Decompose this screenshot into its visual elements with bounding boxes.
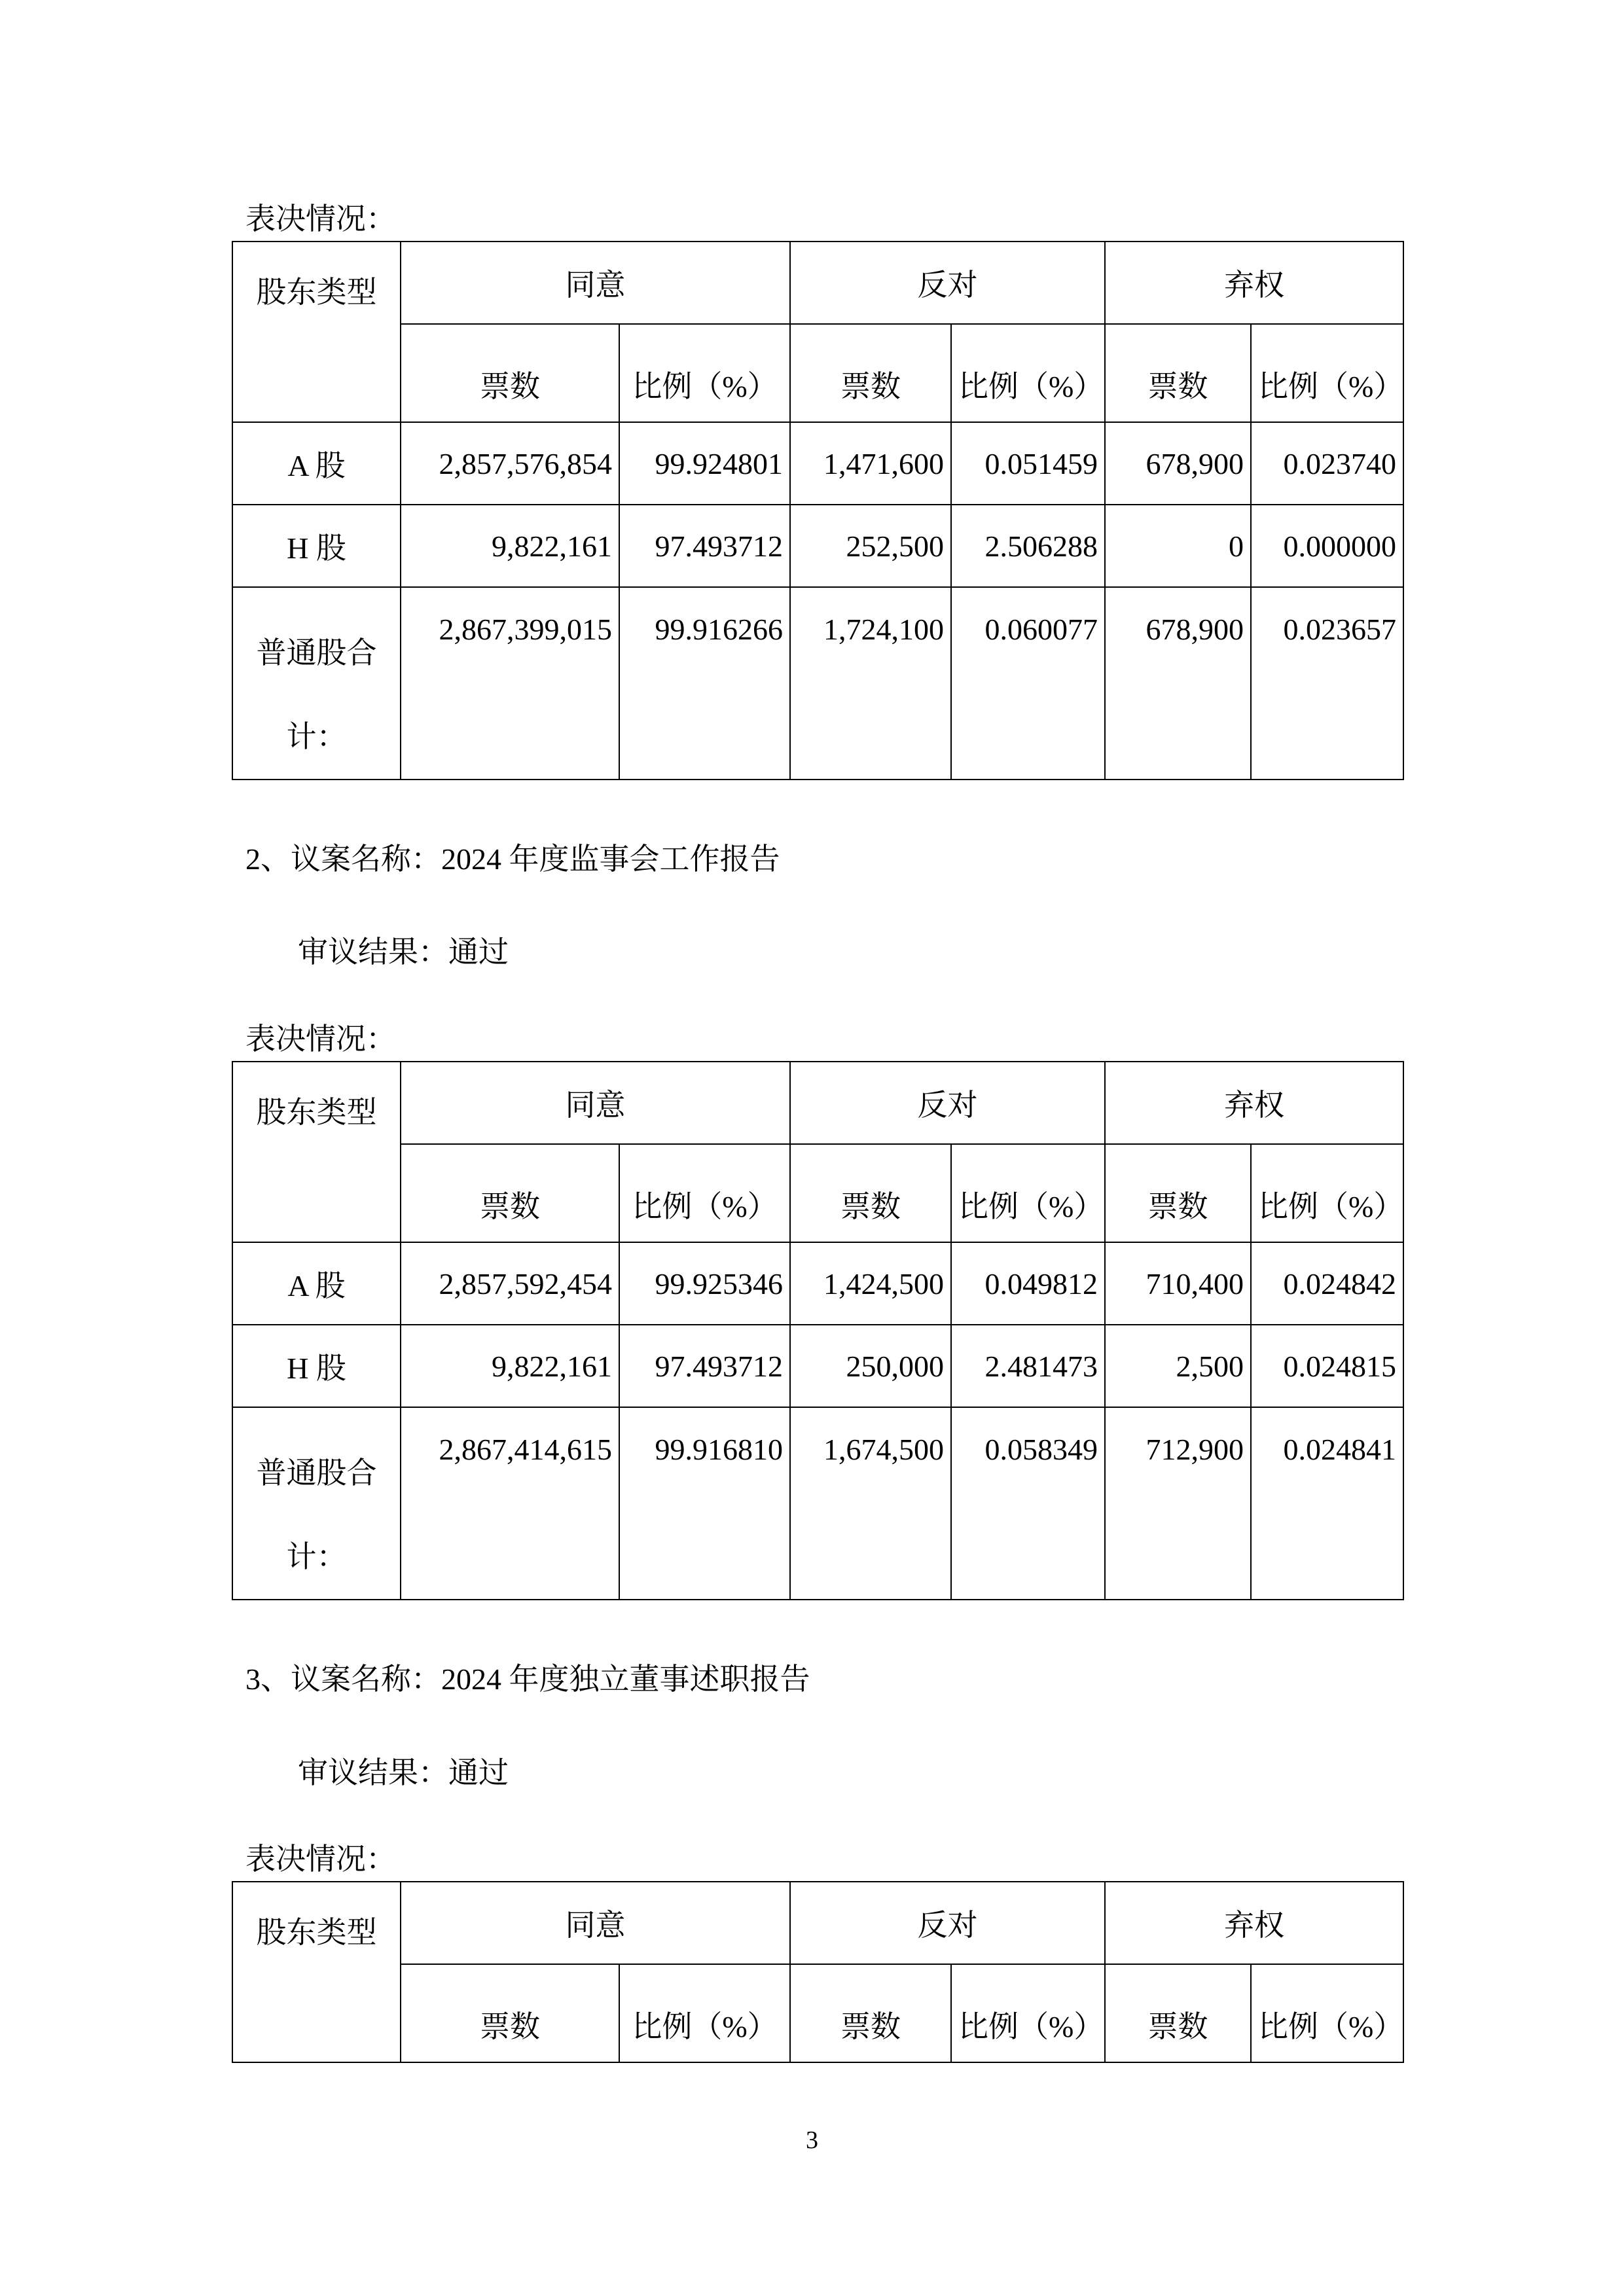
cell: 1,724,100	[790, 587, 951, 780]
header-against: 反对	[790, 242, 1105, 324]
cell: 0.060077	[951, 587, 1105, 780]
cell: 2.506288	[951, 505, 1105, 587]
subheader-votes: 票数	[1105, 1964, 1251, 2062]
row-label: 普通股合计：	[232, 1407, 401, 1600]
cell: 0.023657	[1251, 587, 1403, 780]
cell: 710,400	[1105, 1242, 1251, 1325]
cell: 0.051459	[951, 422, 1105, 505]
cell: 0.000000	[1251, 505, 1403, 587]
cell: 678,900	[1105, 587, 1251, 780]
header-shareholder-type: 股东类型	[232, 1062, 401, 1242]
vote-label: 表决情况：	[245, 1842, 396, 1876]
row-label: A 股	[232, 1242, 401, 1325]
header-against: 反对	[790, 1882, 1105, 1964]
table-row-total	[232, 587, 1403, 780]
motion-title-3: 3、议案名称：2024 年度独立董事述职报告	[245, 1662, 810, 1696]
subheader-votes: 票数	[1105, 1144, 1251, 1242]
subheader-votes: 票数	[790, 1144, 951, 1242]
table-row	[232, 422, 1403, 505]
cell: 97.493712	[619, 505, 790, 587]
cell: 252,500	[790, 505, 951, 587]
subheader-votes: 票数	[790, 1964, 951, 2062]
header-for: 同意	[401, 242, 790, 324]
cell: 0.024842	[1251, 1242, 1403, 1325]
header-abstain: 弃权	[1105, 1882, 1403, 1964]
subheader-ratio: 比例（%）	[1251, 1964, 1403, 2062]
header-shareholder-type: 股东类型	[232, 242, 401, 422]
vote-label: 表决情况：	[245, 202, 396, 236]
cell: 2,857,592,454	[401, 1242, 619, 1325]
subheader-ratio: 比例（%）	[951, 1964, 1105, 2062]
subheader-votes: 票数	[790, 324, 951, 422]
subheader-ratio: 比例（%）	[1251, 1144, 1403, 1242]
cell: 678,900	[1105, 422, 1251, 505]
cell: 99.916266	[619, 587, 790, 780]
table-row	[232, 505, 1403, 587]
row-label: H 股	[232, 1325, 401, 1407]
cell: 1,424,500	[790, 1242, 951, 1325]
subheader-ratio: 比例（%）	[619, 1144, 790, 1242]
header-abstain: 弃权	[1105, 242, 1403, 324]
header-shareholder-type: 股东类型	[232, 1882, 401, 2062]
subheader-votes: 票数	[1105, 324, 1251, 422]
table-row	[232, 1325, 1403, 1407]
subheader-votes: 票数	[401, 1964, 619, 2062]
motion-result-3: 审议结果：通过	[298, 1756, 509, 1789]
subheader-votes: 票数	[401, 324, 619, 422]
cell: 0.023740	[1251, 422, 1403, 505]
vote-table-2	[232, 1061, 1404, 1600]
vote-table-3	[232, 1881, 1404, 2063]
cell: 0	[1105, 505, 1251, 587]
subheader-ratio: 比例（%）	[619, 1964, 790, 2062]
motion-result-2: 审议结果：通过	[298, 935, 509, 969]
cell: 97.493712	[619, 1325, 790, 1407]
cell: 0.049812	[951, 1242, 1105, 1325]
row-label: 普通股合计：	[232, 587, 401, 780]
row-label: A 股	[232, 422, 401, 505]
cell: 250,000	[790, 1325, 951, 1407]
vote-label: 表决情况：	[245, 1022, 396, 1056]
header-for: 同意	[401, 1062, 790, 1144]
page-number: 3	[806, 2126, 818, 2154]
subheader-ratio: 比例（%）	[619, 324, 790, 422]
cell: 99.925346	[619, 1242, 790, 1325]
cell: 0.024815	[1251, 1325, 1403, 1407]
cell: 0.058349	[951, 1407, 1105, 1600]
cell: 0.024841	[1251, 1407, 1403, 1600]
header-for: 同意	[401, 1882, 790, 1964]
subheader-votes: 票数	[401, 1144, 619, 1242]
cell: 712,900	[1105, 1407, 1251, 1600]
cell: 2.481473	[951, 1325, 1105, 1407]
table-row-total	[232, 1407, 1403, 1600]
cell: 99.924801	[619, 422, 790, 505]
header-abstain: 弃权	[1105, 1062, 1403, 1144]
cell: 9,822,161	[401, 505, 619, 587]
cell: 2,867,399,015	[401, 587, 619, 780]
cell: 2,857,576,854	[401, 422, 619, 505]
row-label: H 股	[232, 505, 401, 587]
cell: 2,500	[1105, 1325, 1251, 1407]
subheader-ratio: 比例（%）	[1251, 324, 1403, 422]
header-against: 反对	[790, 1062, 1105, 1144]
subheader-ratio: 比例（%）	[951, 324, 1105, 422]
cell: 1,471,600	[790, 422, 951, 505]
table-row	[232, 1242, 1403, 1325]
cell: 9,822,161	[401, 1325, 619, 1407]
subheader-ratio: 比例（%）	[951, 1144, 1105, 1242]
cell: 2,867,414,615	[401, 1407, 619, 1600]
cell: 99.916810	[619, 1407, 790, 1600]
motion-title-2: 2、议案名称：2024 年度监事会工作报告	[245, 842, 780, 876]
cell: 1,674,500	[790, 1407, 951, 1600]
vote-table-1	[232, 241, 1404, 780]
